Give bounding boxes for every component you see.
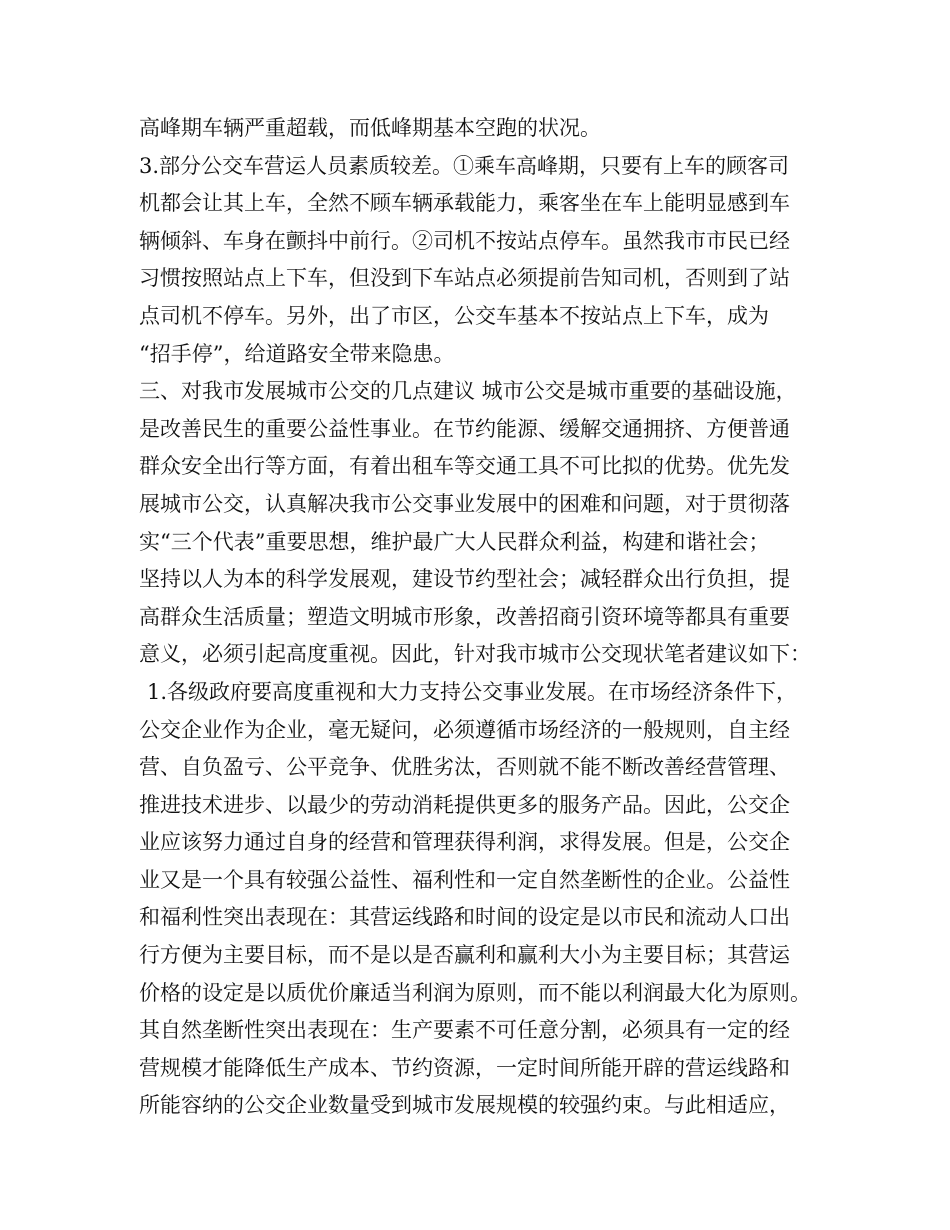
list-item-line: 1.各级政府要高度重视和大力支持公交事业发展。在市场经济条件下， (147, 679, 798, 704)
text-line: 行方便为主要目标，而不是以是否赢利和赢利大小为主要目标；其营运 (139, 943, 790, 968)
body-text (139, 110, 829, 1125)
text-line: 其自然垄断性突出表现在：生产要素不可任意分割，必须具有一定的经 (139, 1018, 790, 1043)
text-line: 高群众生活质量；塑造文明城市形象，改善招商引资环境等都具有重要 (139, 604, 790, 629)
text-line: 是改善民生的重要公益性事业。在节约能源、缓解交通拥挤、方便普通 (139, 416, 790, 441)
text-line: 业应该努力通过自身的经营和管理获得利润，求得发展。但是，公交企 (139, 830, 790, 855)
text-line: 营规模才能降低生产成本、节约资源，一定时间所能开辟的营运线路和 (139, 1055, 790, 1080)
text-line: 推进技术进步、以最少的劳动消耗提供更多的服务产品。因此，公交企 (139, 792, 790, 817)
text-line: 营、自负盈亏、公平竞争、优胜劣汰，否则就不能不断改善经营管理、 (139, 755, 790, 780)
text-line: 坚持以人为本的科学发展观，建设节约型社会；减轻群众出行负担，提 (139, 567, 790, 592)
text-line: 公交企业作为企业，毫无疑问，必须遵循市场经济的一般规则，自主经 (139, 717, 790, 742)
text-line: 机都会让其上车，全然不顾车辆承载能力，乘客坐在车上能明显感到车 (139, 191, 790, 216)
section-heading-line: 三、对我市发展城市公交的几点建议 城市公交是城市重要的基础设施， (139, 379, 797, 404)
text-line: 3.部分公交车营运人员素质较差。①乘车高峰期，只要有上车的顾客司 (139, 153, 790, 178)
text-line: 群众安全出行等方面，有着出租车等交通工具不可比拟的优势。优先发 (139, 454, 790, 479)
text-line: 辆倾斜、车身在颤抖中前行。②司机不按站点停车。虽然我市市民已经 (139, 228, 790, 253)
text-line: 实“三个代表”重要思想，维护最广大人民群众利益，构建和谐社会； (139, 529, 770, 554)
text-line: 所能容纳的公交企业数量受到城市发展规模的较强约束。与此相适应， (139, 1093, 790, 1118)
text-line: 高峰期车辆严重超载，而低峰期基本空跑的状况。 (139, 116, 601, 140)
text-line: 点司机不停车。另外，出了市区，公交车基本不按站点上下车，成为 (139, 303, 769, 328)
text-line: “招手停”，给道路安全带来隐患。 (139, 341, 455, 366)
text-line: 价格的设定是以质优价廉适当利润为原则，而不能以利润最大化为原则。 (139, 980, 811, 1005)
text-line: 展城市公交，认真解决我市公交事业发展中的困难和问题，对于贯彻落 (139, 491, 790, 516)
text-line: 和福利性突出表现在：其营运线路和时间的设定是以市民和流动人口出 (139, 905, 790, 930)
text-line: 意义，必须引起高度重视。因此，针对我市城市公交现状笔者建议如下： (139, 642, 811, 667)
text-line: 习惯按照站点上下车，但没到下车站点必须提前告知司机，否则到了站 (139, 266, 790, 291)
text-line: 业又是一个具有较强公益性、福利性和一定自然垄断性的企业。公益性 (139, 867, 790, 892)
